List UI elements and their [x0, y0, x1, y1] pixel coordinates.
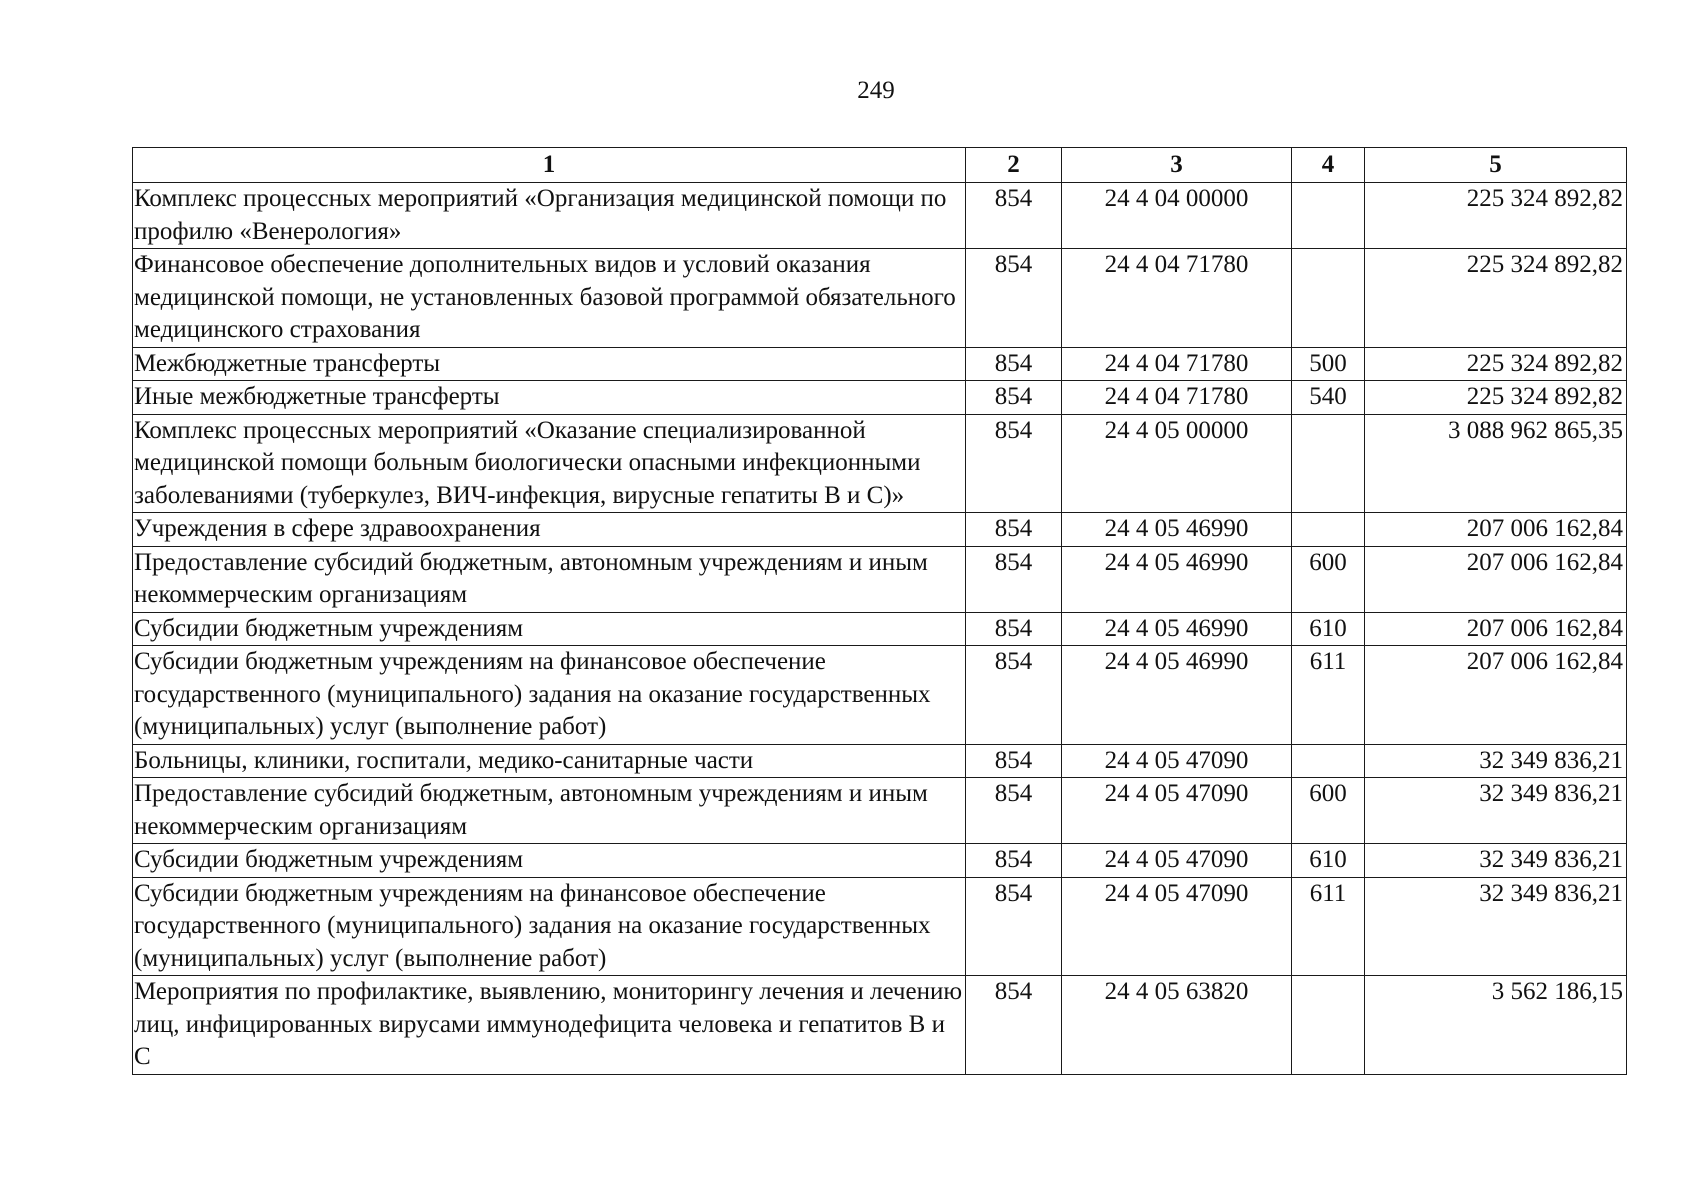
row-ministry-code: 854	[966, 844, 1062, 878]
row-amount: 32 349 836,21	[1365, 778, 1627, 844]
row-ministry-code: 854	[966, 612, 1062, 646]
row-amount: 32 349 836,21	[1365, 744, 1627, 778]
row-amount: 32 349 836,21	[1365, 877, 1627, 976]
row-article-code: 24 4 05 47090	[1062, 778, 1292, 844]
row-name: Предоставление субсидий бюджетным, автономным учреждениям и иным некоммерческим организациям	[133, 546, 966, 612]
table-row	[133, 612, 1627, 646]
row-expense-type	[1292, 513, 1365, 547]
row-amount: 225 324 892,82	[1365, 381, 1627, 415]
row-name: Субсидии бюджетным учреждениям	[133, 844, 966, 878]
row-article-code: 24 4 04 71780	[1062, 249, 1292, 348]
table-row	[133, 249, 1627, 348]
table-row	[133, 844, 1627, 878]
row-amount: 207 006 162,84	[1365, 546, 1627, 612]
row-name: Комплекс процессных мероприятий «Оказание специализированной медицинской помощи больным биологически опасными инфекционными заболеваниями (туберкулез, ВИЧ-инфекция, вирусные гепатиты В и С)»	[133, 414, 966, 513]
table-row	[133, 183, 1627, 249]
table-row	[133, 546, 1627, 612]
row-ministry-code: 854	[966, 546, 1062, 612]
table-row	[133, 381, 1627, 415]
row-expense-type: 611	[1292, 877, 1365, 976]
table-row	[133, 778, 1627, 844]
row-ministry-code: 854	[966, 744, 1062, 778]
header-col-4: 4	[1292, 148, 1365, 183]
page-number: 249	[857, 77, 895, 104]
row-article-code: 24 4 05 47090	[1062, 877, 1292, 976]
row-ministry-code: 854	[966, 347, 1062, 381]
row-ministry-code: 854	[966, 183, 1062, 249]
table-row	[133, 877, 1627, 976]
header-col-1: 1	[133, 148, 966, 183]
row-article-code: 24 4 05 47090	[1062, 744, 1292, 778]
header-col-5: 5	[1365, 148, 1627, 183]
row-ministry-code: 854	[966, 414, 1062, 513]
table-row	[133, 976, 1627, 1075]
row-expense-type: 600	[1292, 778, 1365, 844]
budget-table	[132, 147, 1627, 1075]
row-expense-type: 610	[1292, 844, 1365, 878]
row-article-code: 24 4 05 47090	[1062, 844, 1292, 878]
row-name: Межбюджетные трансферты	[133, 347, 966, 381]
row-expense-type: 611	[1292, 646, 1365, 745]
table-row	[133, 414, 1627, 513]
row-ministry-code: 854	[966, 778, 1062, 844]
row-ministry-code: 854	[966, 877, 1062, 976]
table-row	[133, 347, 1627, 381]
row-amount: 207 006 162,84	[1365, 612, 1627, 646]
row-ministry-code: 854	[966, 513, 1062, 547]
row-article-code: 24 4 05 46990	[1062, 546, 1292, 612]
table-header	[133, 148, 1627, 183]
table-body	[133, 183, 1627, 1075]
row-article-code: 24 4 05 00000	[1062, 414, 1292, 513]
row-name: Субсидии бюджетным учреждениям на финансовое обеспечение государственного (муниципального) задания на оказание государственных (муниципальных) услуг (выполнение работ)	[133, 877, 966, 976]
row-amount: 3 088 962 865,35	[1365, 414, 1627, 513]
row-amount: 225 324 892,82	[1365, 249, 1627, 348]
row-article-code: 24 4 05 46990	[1062, 513, 1292, 547]
table-row	[133, 646, 1627, 745]
row-expense-type: 540	[1292, 381, 1365, 415]
row-name: Мероприятия по профилактике, выявлению, мониторингу лечения и лечению лиц, инфицированных вирусами иммунодефицита человека и гепатитов В и С	[133, 976, 966, 1075]
row-expense-type	[1292, 414, 1365, 513]
row-expense-type	[1292, 744, 1365, 778]
row-amount: 225 324 892,82	[1365, 183, 1627, 249]
header-row	[133, 148, 1627, 183]
row-expense-type	[1292, 976, 1365, 1075]
row-name: Учреждения в сфере здравоохранения	[133, 513, 966, 547]
row-expense-type: 610	[1292, 612, 1365, 646]
row-name: Иные межбюджетные трансферты	[133, 381, 966, 415]
row-article-code: 24 4 04 71780	[1062, 347, 1292, 381]
header-col-2: 2	[966, 148, 1062, 183]
row-amount: 225 324 892,82	[1365, 347, 1627, 381]
table-row	[133, 744, 1627, 778]
row-article-code: 24 4 05 63820	[1062, 976, 1292, 1075]
row-name: Финансовое обеспечение дополнительных видов и условий оказания медицинской помощи, не установленных базовой программой обязательного медицинского страхования	[133, 249, 966, 348]
row-article-code: 24 4 04 00000	[1062, 183, 1292, 249]
row-amount: 3 562 186,15	[1365, 976, 1627, 1075]
row-name: Больницы, клиники, госпитали, медико-санитарные части	[133, 744, 966, 778]
row-name: Субсидии бюджетным учреждениям на финансовое обеспечение государственного (муниципального) задания на оказание государственных (муниципальных) услуг (выполнение работ)	[133, 646, 966, 745]
header-col-3: 3	[1062, 148, 1292, 183]
table-row	[133, 513, 1627, 547]
row-expense-type	[1292, 183, 1365, 249]
row-name: Субсидии бюджетным учреждениям	[133, 612, 966, 646]
row-article-code: 24 4 05 46990	[1062, 612, 1292, 646]
row-ministry-code: 854	[966, 646, 1062, 745]
row-name: Комплекс процессных мероприятий «Организация медицинской помощи по профилю «Венерология»	[133, 183, 966, 249]
row-expense-type	[1292, 249, 1365, 348]
row-ministry-code: 854	[966, 249, 1062, 348]
row-amount: 207 006 162,84	[1365, 646, 1627, 745]
row-article-code: 24 4 05 46990	[1062, 646, 1292, 745]
row-amount: 32 349 836,21	[1365, 844, 1627, 878]
row-article-code: 24 4 04 71780	[1062, 381, 1292, 415]
row-name: Предоставление субсидий бюджетным, автономным учреждениям и иным некоммерческим организациям	[133, 778, 966, 844]
row-amount: 207 006 162,84	[1365, 513, 1627, 547]
row-expense-type: 600	[1292, 546, 1365, 612]
row-ministry-code: 854	[966, 381, 1062, 415]
row-ministry-code: 854	[966, 976, 1062, 1075]
row-expense-type: 500	[1292, 347, 1365, 381]
